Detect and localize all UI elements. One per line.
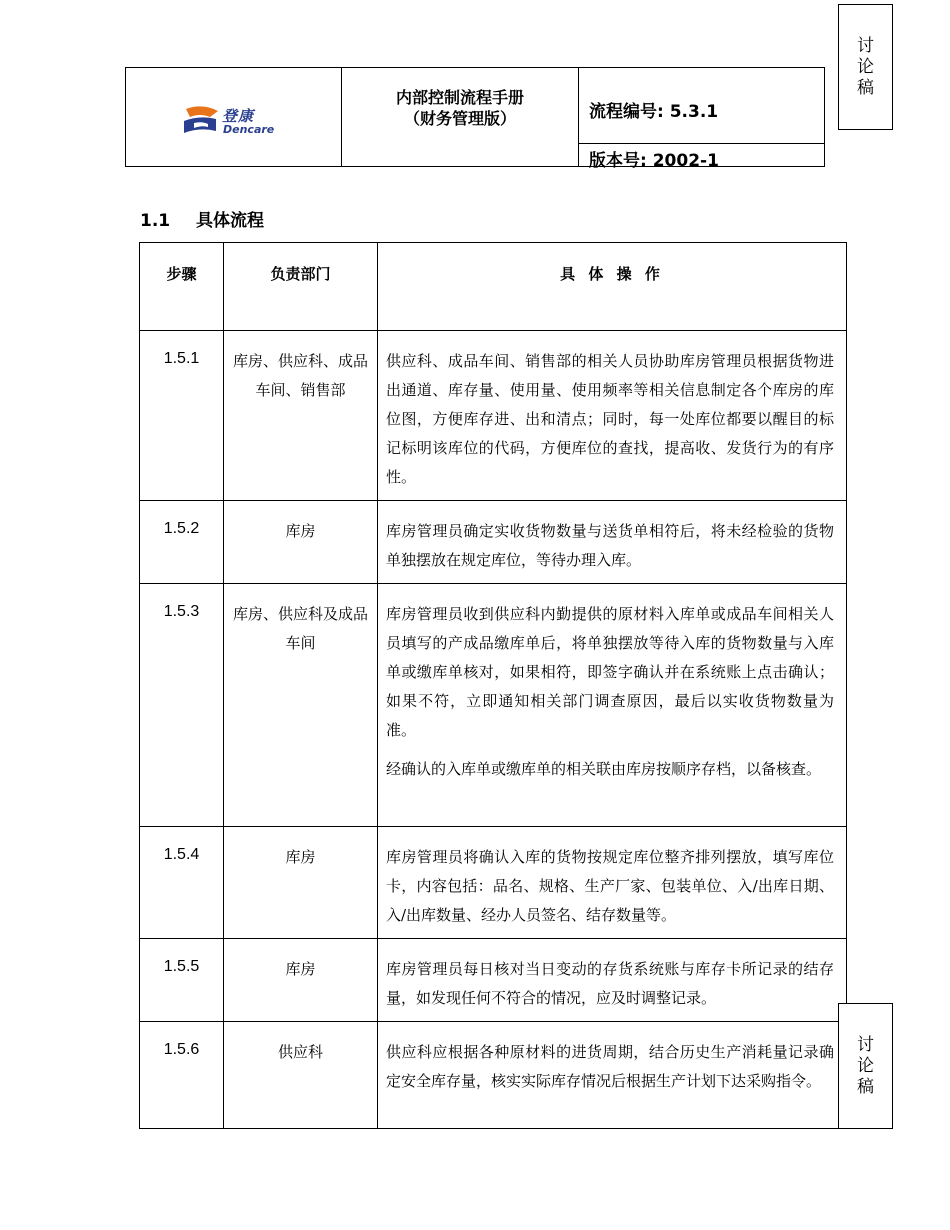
department: 库房、供应科及成品车间 bbox=[224, 584, 378, 827]
manual-title-line2: （财务管理版） bbox=[403, 109, 516, 128]
step-number: 1.5.3 bbox=[140, 584, 224, 827]
version-number: 版本号: 2002-1 bbox=[589, 151, 719, 171]
operation bbox=[378, 827, 847, 939]
procedure-table bbox=[139, 242, 847, 1129]
step-number: 1.5.5 bbox=[140, 939, 224, 1022]
stamp-char: 讨 bbox=[857, 35, 874, 56]
dencare-logo bbox=[182, 105, 277, 137]
department: 库房 bbox=[224, 939, 378, 1022]
table-row bbox=[140, 501, 847, 584]
operation bbox=[378, 939, 847, 1022]
operation-paragraph: 库房管理员收到供应科内勤提供的原材料入库单或成品车间相关人员填写的产成品缴库单后，将单独摆放等待入库的货物数量与入库单或缴库单核对，如果相符，即签字确认并在系统账上点击确认；如果不符，立即通知相关部门调查原因，最后以实收货物数量为准。 bbox=[386, 605, 834, 739]
department: 库房 bbox=[224, 501, 378, 584]
draft-stamp-top bbox=[838, 4, 893, 130]
process-code: 流程编号: 5.3.1 bbox=[579, 68, 824, 144]
operation bbox=[378, 501, 847, 584]
operation-paragraph: 库房管理员确定实收货物数量与送货单相符后，将未经检验的货物单独摆放在规定库位，等待办理入库。 bbox=[386, 522, 834, 569]
step-number: 1.5.6 bbox=[140, 1022, 224, 1129]
department: 供应科 bbox=[224, 1022, 378, 1129]
operation bbox=[378, 584, 847, 827]
logo-english-text: Dencare bbox=[223, 123, 275, 136]
dencare-logo-icon bbox=[182, 105, 220, 135]
table-header-row bbox=[140, 243, 847, 331]
draft-stamp-bottom bbox=[838, 1003, 893, 1129]
logo-cell bbox=[126, 68, 342, 166]
operation-paragraph: 供应科、成品车间、销售部的相关人员协助库房管理员根据货物进出通道、库存量、使用量、使用频率等相关信息制定各个库房的库位图，方便库存进、出和清点；同时，每一处库位都要以醒目的标记标明该库位的代码，方便库位的查找，提高收、发货行为的有序性。 bbox=[386, 352, 834, 486]
table-row bbox=[140, 827, 847, 939]
table-row bbox=[140, 331, 847, 501]
department: 库房 bbox=[224, 827, 378, 939]
section-heading bbox=[140, 206, 264, 231]
stamp-char: 论 bbox=[857, 1055, 874, 1076]
table-row bbox=[140, 939, 847, 1022]
logo-chinese-text: 登康 bbox=[222, 107, 255, 125]
section-number: 1.1 bbox=[140, 211, 171, 231]
stamp-char: 稿 bbox=[857, 77, 874, 98]
section-title: 具体流程 bbox=[196, 211, 264, 231]
stamp-char: 稿 bbox=[857, 1076, 874, 1097]
step-number: 1.5.2 bbox=[140, 501, 224, 584]
header-department: 负责部门 bbox=[224, 243, 378, 331]
operation-paragraph: 经确认的入库单或缴库单的相关联由库房按顺序存档，以备核查。 bbox=[386, 760, 822, 778]
manual-title bbox=[342, 68, 579, 166]
stamp-char: 讨 bbox=[857, 1034, 874, 1055]
stamp-char: 论 bbox=[857, 56, 874, 77]
operation-paragraph: 库房管理员将确认入库的货物按规定库位整齐排列摆放，填写库位卡，内容包括：品名、规格、生产厂家、包装单位、入/出库日期、入/出库数量、经办人员签名、结存数量等。 bbox=[386, 848, 834, 924]
step-number: 1.5.1 bbox=[140, 331, 224, 501]
header-operation: 具 体 操 作 bbox=[378, 243, 847, 331]
table-row bbox=[140, 584, 847, 827]
step-number: 1.5.4 bbox=[140, 827, 224, 939]
operation bbox=[378, 331, 847, 501]
manual-title-line1: 内部控制流程手册 bbox=[395, 88, 524, 107]
operation-paragraph: 供应科应根据各种原材料的进货周期，结合历史生产消耗量记录确定安全库存量，核实实际库存情况后根据生产计划下达采购指令。 bbox=[386, 1043, 834, 1090]
document-header bbox=[125, 67, 825, 171]
department: 库房、供应科、成品车间、销售部 bbox=[224, 331, 378, 501]
operation bbox=[378, 1022, 847, 1129]
table-row bbox=[140, 1022, 847, 1129]
header-step: 步骤 bbox=[140, 243, 224, 331]
operation-paragraph: 库房管理员每日核对当日变动的存货系统账与库存卡所记录的结存量，如发现任何不符合的情况，应及时调整记录。 bbox=[386, 960, 834, 1007]
